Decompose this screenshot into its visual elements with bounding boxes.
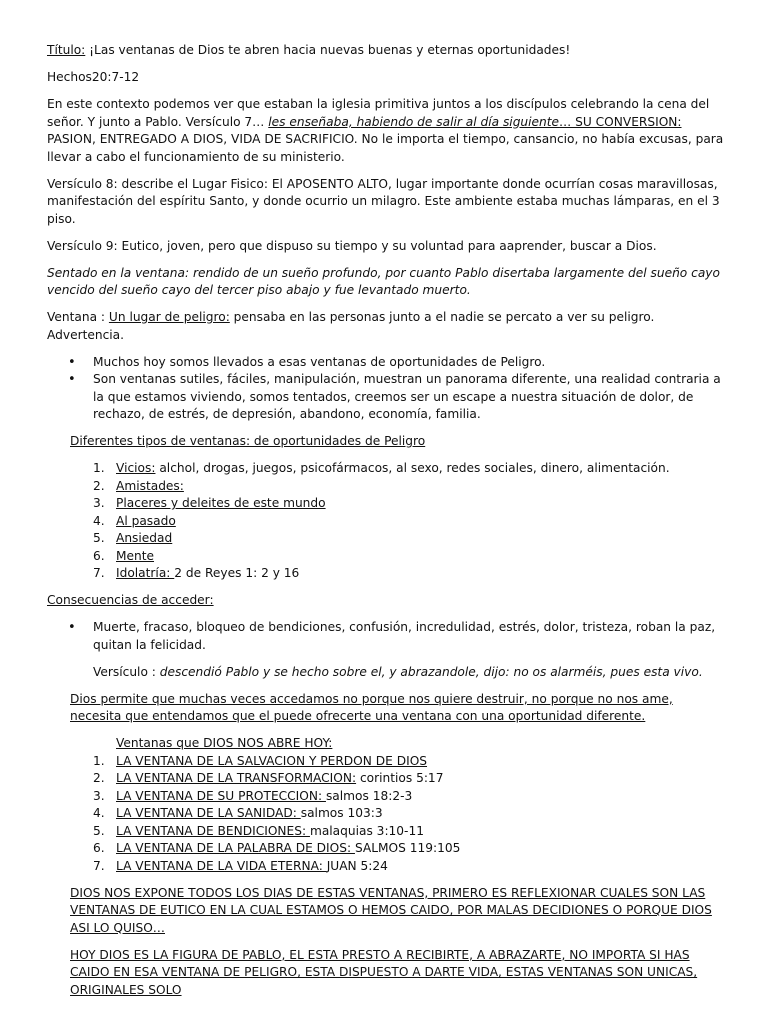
p1-text-d: PASION, ENTREGADO A DIOS, VIDA DE SACRIFICIO. No le importa el tiempo, cansancio, no había excusas, para llevar a cabo el funcionamiento de su ministerio. (47, 132, 724, 164)
list-number: 1. (93, 753, 105, 768)
closing-paragraph-2: HOY DIOS ES LA FIGURA DE PABLO, EL ESTA PRESTO A RECIBIRTE, A ABRAZARTE, NO IMPORTA SI HAS CAIDO EN ESA VENTANA DE PELIGRO, ESTA DISPUESTO A DARTE VIDA, ESTAS VENTANAS SON UNICAS, ORIGINALES SOLO (70, 947, 698, 997)
list-text: salmos 103:3 (300, 806, 383, 820)
list-number: 7. (93, 566, 105, 580)
list-label: LA VENTANA DE BENDICIONES: (116, 823, 310, 838)
p1-quote: les enseñaba, habiendo de salir al día siguiente (268, 114, 560, 129)
consequences-heading: Consecuencias de acceder: (47, 593, 214, 607)
closing-paragraph-1: DIOS NOS EXPONE TODOS LOS DIAS DE ESTAS VENTANAS, PRIMERO ES REFLEXIONAR CUALES SON LAS VENTANAS DE EUTICO EN LA CUAL ESTAMOS O HEMOS CAIDO, POR MALAS DECIDIONES O PORQUE DIOS ASI LO QUISO… (70, 885, 712, 935)
list-text: malaquias 3:10-11 (309, 823, 424, 838)
list-item (47, 753, 725, 771)
document-body (47, 42, 725, 1009)
list-number: 6. (93, 841, 105, 855)
p5-danger-label: Un lugar de peligro: (108, 310, 230, 324)
windows-heading: Ventanas que DIOS NOS ABRE HOY: (116, 736, 333, 750)
list-item (47, 805, 725, 823)
paragraph-window-danger (47, 309, 725, 344)
p5-text-a: Ventana : (47, 310, 109, 324)
list-item (47, 565, 725, 583)
list-label: LA VENTANA DE LA SANIDAD: (116, 806, 301, 820)
list-text: alchol, drogas, juegos, psicofármacos, al sexo, redes sociales, dinero, alimentación. (155, 461, 670, 475)
list-item (47, 460, 725, 478)
paragraph-god-permits: Dios permite que muchas veces accedamos no porque nos quiere destruir, no porque no nos ame, necesita que entendamos que el puede ofrecerte una ventana con una oportunidad diferente. (70, 691, 673, 723)
list-label: Placeres y deleites de este mundo (116, 496, 326, 510)
list-label: LA VENTANA DE LA VIDA ETERNA: (116, 858, 327, 873)
paragraph-verse-8: Versículo 8: describe el Lugar Fisico: El APOSENTO ALTO, lugar importante donde ocurrían cosas maravillosas, manifestación del espíritu Santo, y donde ocurrio un milagro. Este ambiente estaba muchas lámparas, en el 3 piso. (47, 176, 720, 226)
list-number: 3. (93, 496, 105, 510)
list-number: 4. (93, 513, 105, 528)
list-item (47, 823, 725, 841)
list-item (47, 495, 725, 513)
list-item (47, 858, 725, 876)
list-number: 2. (93, 771, 105, 785)
list-number: 5. (93, 823, 105, 838)
list-item (47, 840, 725, 858)
scripture-reference: Hechos20:7-12 (47, 70, 140, 84)
list-text: corintios 5:17 (356, 771, 444, 785)
verse-line (93, 664, 725, 682)
p5-text-c: pensaba en las personas junto a el nadie se percato a ver su peligro. Advertencia. (47, 310, 655, 342)
list-text: SALMOS 119:105 (354, 841, 461, 855)
list-label: LA VENTANA DE LA PALABRA DE DIOS: (116, 841, 355, 855)
title-line (47, 42, 725, 60)
title-label: Título: (47, 43, 86, 57)
list-label: Idolatría: (116, 566, 175, 580)
list-number: 3. (93, 788, 105, 803)
bullet-list-warnings (47, 354, 725, 424)
list-item: • Muerte, fracaso, bloqueo de bendiciones, confusión, incredulidad, estrés, dolor, tristeza, roban la paz, quitan la felicidad. (47, 619, 725, 654)
list-text: JUAN 5:24 (326, 858, 388, 873)
list-text: salmos 18:2-3 (325, 788, 413, 803)
bullet-list-consequences (47, 619, 725, 654)
list-label: LA VENTANA DE SU PROTECCION: (116, 788, 326, 803)
list-item (47, 513, 725, 531)
list-item (47, 478, 725, 496)
list-number: 4. (93, 806, 105, 820)
paragraph-context (47, 96, 725, 166)
list-label: Mente (116, 548, 155, 563)
list-label: Vicios: (116, 461, 156, 475)
verse-label: Versículo : (93, 664, 160, 679)
list-item: • Muchos hoy somos llevados a esas ventanas de oportunidades de Peligro. (47, 354, 725, 372)
list-number: 2. (93, 478, 105, 493)
list-label: Al pasado (116, 513, 176, 528)
list-label: Ansiedad (116, 531, 173, 545)
list-number: 1. (93, 461, 105, 475)
title-text: ¡Las ventanas de Dios te abren hacia nuevas buenas y eternas oportunidades! (85, 43, 571, 57)
list-number: 5. (93, 531, 105, 545)
list-item (47, 770, 725, 788)
numbered-list-windows (47, 753, 725, 876)
list-item (47, 548, 725, 566)
p1-conversion: … SU CONVERSION: (559, 114, 682, 129)
list-text: 2 de Reyes 1: 2 y 16 (174, 566, 300, 580)
paragraph-verse-9: Versículo 9: Eutico, joven, pero que dispuso su tiempo y su voluntad para aaprender, buscar a Dios. (47, 238, 657, 253)
verse-text: descendió Pablo y se hecho sobre el, y abrazandole, dijo: no os alarméis, pues esta vivo. (159, 664, 703, 679)
list-label: Amistades: (116, 478, 184, 493)
list-item: • Son ventanas sutiles, fáciles, manipulación, muestran un panorama diferente, una realidad contraria a la que estamos viviendo, somos tentados, creemos ser un escape a nuestra situación de dolor, de rechazo, de estrés, de depresión, abandono, economía, familia. (47, 371, 725, 424)
list-label: LA VENTANA DE LA TRANSFORMACION: (116, 771, 357, 785)
list-number: 7. (93, 858, 105, 873)
list-label: LA VENTANA DE LA SALVACION Y PERDON DE DIOS (116, 753, 428, 768)
paragraph-window-seated: Sentado en la ventana: rendido de un sueño profundo, por cuanto Pablo disertaba largamente del sueño cayo vencido del sueño cayo del tercer piso abajo y fue levantado muerto. (47, 265, 720, 297)
list-number: 6. (93, 548, 105, 563)
numbered-list-types (47, 460, 725, 583)
list-item (47, 530, 725, 548)
types-heading: Diferentes tipos de ventanas: de oportunidades de Peligro (70, 434, 426, 448)
p1-text-a: En este contexto podemos ver que estaban la iglesia primitiva juntos a los discípulos celebrando la cena del señor. Y junto a Pablo. Versículo 7… (47, 97, 710, 129)
list-item (47, 788, 725, 806)
